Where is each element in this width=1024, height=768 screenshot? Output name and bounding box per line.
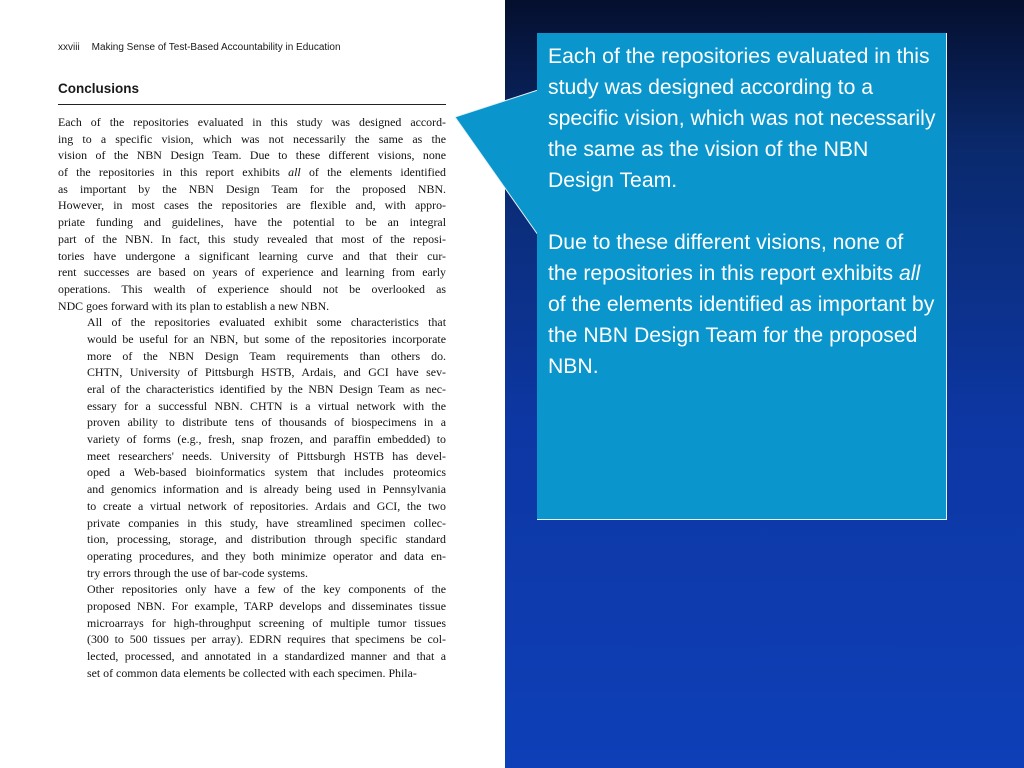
page-number: xxviii <box>58 42 80 53</box>
body-line: essary for a successful NBN. CHTN is a virtual network with the <box>87 398 446 413</box>
body-line: meet researchers' needs. University of Pittsburgh HSTB has devel- <box>87 448 446 463</box>
body-line: ing to a specific vision, which was not necessarily the same as the <box>58 131 446 146</box>
body-paragraph-3 <box>58 581 446 681</box>
body-line: of the repositories in this report exhibits all of the elements identified <box>58 165 446 180</box>
body-line: as important by the NBN Design Team for the proposed NBN. <box>58 181 446 196</box>
body-line: oped a Web-based bioinformatics system that includes proteomics <box>87 465 446 480</box>
body-line: However, in most cases the repositories are flexible and, with appro- <box>58 198 446 213</box>
body-line: operations. This wealth of experience should not be overlooked as <box>58 281 446 296</box>
body-line: All of the repositories evaluated exhibit some characteristics that <box>87 315 446 330</box>
body-line: to create a virtual network of repositories. Ardais and GCI, the two <box>87 498 446 513</box>
body-emphasis: all <box>288 165 301 180</box>
body-line: proposed NBN. For example, TARP develops and disseminates tissue <box>87 598 446 613</box>
body-paragraph-1 <box>58 114 446 314</box>
document-body <box>58 114 446 681</box>
body-paragraph-2 <box>58 314 446 581</box>
body-line: Each of the repositories evaluated in this study was designed accord- <box>58 115 446 129</box>
body-line: lected, processed, and annotated in a standardized manner and that a <box>87 649 446 663</box>
body-line: tories have undergone a significant learning curve and that their cur- <box>58 248 446 263</box>
body-line: Other repositories only have a few of the key components of the <box>87 582 446 597</box>
body-line: private companies in this study, have streamlined specimen collec- <box>87 515 446 530</box>
body-line: priate funding and guidelines, have the potential to be an integral <box>58 215 446 230</box>
document-page <box>0 0 505 768</box>
callout-box <box>537 33 947 520</box>
running-title: Making Sense of Test-Based Accountability in Education <box>91 42 341 53</box>
section-divider <box>58 104 446 105</box>
body-line: proven ability to distribute tens of thousands of biospecimens in a <box>87 415 446 430</box>
callout-spacer <box>548 196 936 227</box>
body-line: try errors through the use of bar-code systems. <box>87 565 308 580</box>
body-line: CHTN, University of Pittsburgh HSTB, Ardais, and GCI have sev- <box>87 365 446 380</box>
callout-paragraph-2: Due to these different visions, none of the repositories in this report exhibits all of the elements identified as important by the NBN Design Team for the proposed NBN. <box>548 231 935 378</box>
callout-paragraph-1: Each of the repositories evaluated in this study was designed according to a specific vision, which was not necessarily the same as the vision of the NBN Design Team. <box>548 45 936 192</box>
body-line: microarrays for high-throughput screening of multiple tumor tissues <box>87 615 446 630</box>
body-line: set of common data elements be collected with each specimen. Phila- <box>87 665 417 680</box>
section-title: Conclusions <box>58 81 140 96</box>
body-line: part of the NBN. In fact, this study revealed that most of the reposi- <box>58 231 446 246</box>
body-line: would be useful for an NBN, but some of the repositories incorporate <box>87 331 446 346</box>
body-line: and genomics information and is already being used in Pennsylvania <box>87 482 446 497</box>
body-line: (300 to 500 tissues per array). EDRN requires that specimens be col- <box>87 632 446 647</box>
body-line: NDC goes forward with its plan to establish a new NBN. <box>58 298 330 313</box>
body-line: variety of forms (e.g., fresh, snap frozen, and paraffin embedded) to <box>87 432 446 447</box>
body-line: operating procedures, and they both minimize operator and data en- <box>87 548 446 563</box>
running-head <box>58 42 458 53</box>
body-line: vision of the NBN Design Team. Due to these different visions, none <box>58 148 446 163</box>
body-line: tion, processing, storage, and distribution through specific standard <box>87 532 446 547</box>
body-line: rent successes are based on years of experience and learning from early <box>58 265 446 280</box>
body-line: more of the NBN Design Team requirements than others do. <box>87 348 446 363</box>
callout-emphasis: all <box>898 262 921 285</box>
body-line: eral of the characteristics identified by the NBN Design Team as nec- <box>87 382 446 396</box>
